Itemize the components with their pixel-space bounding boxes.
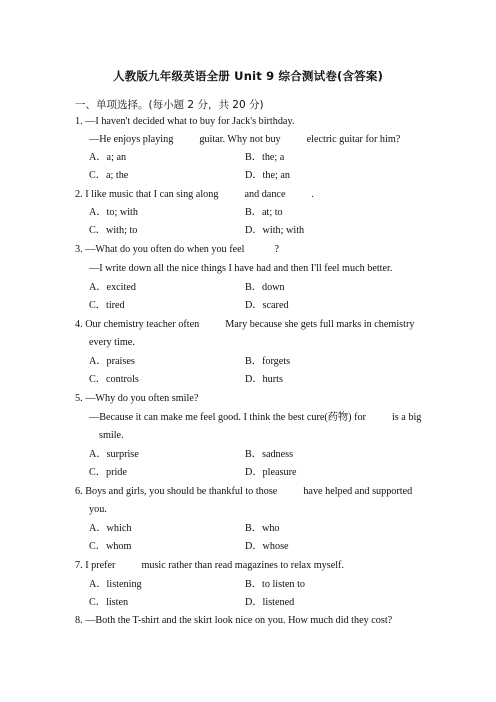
question-7-option-c: C．listen	[89, 597, 129, 608]
question-4-stem: 4. Our chemistry teacher often Mary because she gets full marks in chemistry	[75, 319, 415, 330]
question-3-option-c: C．tired	[89, 300, 125, 311]
question-5-option-a: A．surprise	[89, 449, 139, 460]
question-8-stem: 8. —Both the T-shirt and the skirt look nice on you. How much did they cost?	[75, 615, 393, 626]
question-2-option-c: C．with; to	[89, 225, 138, 236]
question-1-stem: 1. —I haven't decided what to buy for Jack's birthday.	[75, 116, 295, 127]
question-4-option-d: D．hurts	[245, 374, 283, 385]
question-5-option-b: B．sadness	[245, 449, 294, 460]
question-4-option-a: A．praises	[89, 356, 135, 367]
question-7-option-b: B．to listen to	[245, 579, 305, 590]
question-6-option-c: C．whom	[89, 541, 132, 552]
question-5-option-d: D．pleasure	[245, 467, 297, 478]
question-3-option-b: B．down	[245, 282, 285, 293]
question-6-stem-continued: you.	[89, 504, 107, 515]
question-3-option-d: D．scared	[245, 300, 289, 311]
question-6-stem: 6. Boys and girls, you should be thankful to those have helped and supported	[75, 486, 413, 497]
question-4-stem-continued: every time.	[89, 337, 135, 348]
section-heading: 一、单项选择。(每小题 2 分，共 20 分)	[75, 99, 264, 111]
question-6-option-a: A．which	[89, 523, 132, 534]
question-5-reply: —Because it can make me feel good. I think the best cure(药物) for is a big	[89, 412, 422, 423]
question-2-option-a: A．to; with	[89, 207, 138, 218]
question-5-stem: 5. —Why do you often smile?	[75, 393, 199, 404]
question-3-option-a: A．excited	[89, 282, 136, 293]
question-6-option-b: B．who	[245, 523, 280, 534]
question-2-option-b: B．at; to	[245, 207, 283, 218]
question-1-option-d: D．the; an	[245, 170, 290, 181]
question-3-reply: —I write down all the nice things I have had and then I'll feel much better.	[89, 263, 393, 274]
question-1-option-b: B．the; a	[245, 152, 285, 163]
question-1-reply: —He enjoys playing guitar. Why not buy electric guitar for him?	[89, 134, 401, 145]
question-7-option-d: D．listened	[245, 597, 295, 608]
page-title: 人教版九年级英语全册 Unit 9 综合测试卷(含答案)	[112, 69, 384, 83]
question-4-option-c: C．controls	[89, 374, 139, 385]
question-5-reply-continued: smile.	[99, 430, 124, 441]
question-2-option-d: D．with; with	[245, 225, 305, 236]
question-6-option-d: D．whose	[245, 541, 289, 552]
question-1-option-c: C．a; the	[89, 170, 129, 181]
question-4-option-b: B．forgets	[245, 356, 291, 367]
question-2-stem: 2. I like music that I can sing along and dance .	[75, 189, 315, 200]
question-1-option-a: A．a; an	[89, 152, 127, 163]
question-7-option-a: A．listening	[89, 579, 142, 590]
question-5-option-c: C．pride	[89, 467, 127, 478]
question-3-stem: 3. —What do you often do when you feel ?	[75, 244, 279, 255]
question-7-stem: 7. I prefer music rather than read magazines to relax myself.	[75, 560, 344, 571]
